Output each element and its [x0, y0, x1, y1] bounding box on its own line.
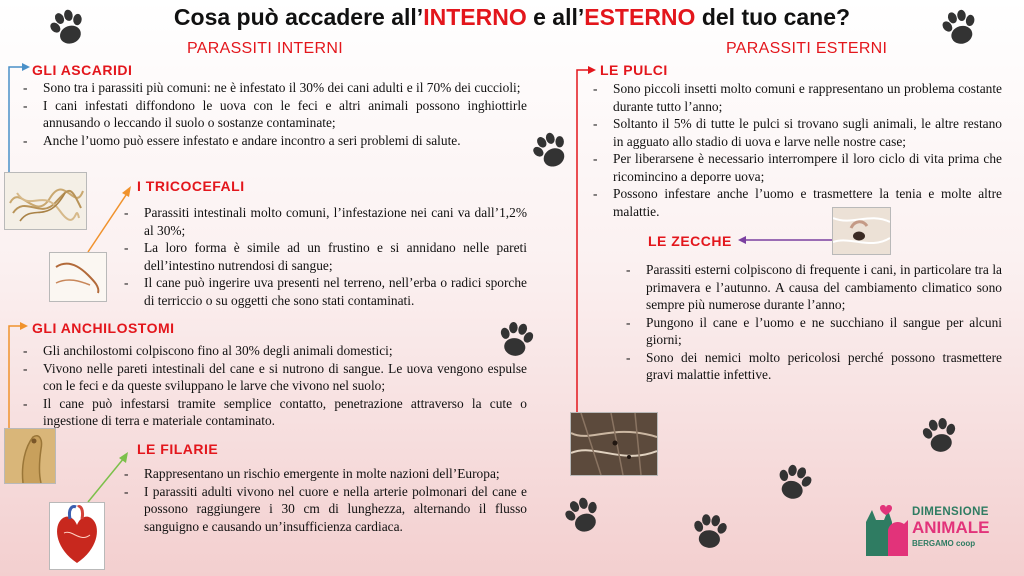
- dimensione-animale-logo: [860, 500, 1000, 560]
- list-filarie: [120, 465, 527, 535]
- list-item: - Il cane può ingerire uva presenti nel terreno, nell’erba o radici sporche di terriccio o su oggetti che sono stati contaminati.: [120, 274, 527, 309]
- list-item: - Vivono nelle pareti intestinali del cane e si nutrono di sangue. Le uova vengono espulse con le feci e da queste sviluppano le larve che vivono nel suolo;: [19, 360, 527, 395]
- filarie-heart-photo: [49, 502, 105, 570]
- page-title: Cosa può accadere all’INTERNO e all’ESTERNO del tuo cane?: [173, 4, 851, 30]
- list-tricocefali: [120, 204, 527, 309]
- list-item: - Sono piccoli insetti molto comuni e rappresentano un problema costante durante tutto l’anno;: [589, 80, 1002, 115]
- list-item: - Soltanto il 5% di tutte le pulci si trovano sugli animali, le altre restano in agguato allo stadio di uova e larve nelle nostre case;: [589, 115, 1002, 150]
- list-item: - Pungono il cane e l’uomo e ne succhiano il sangue per alcuni giorni;: [622, 314, 1002, 349]
- list-pulci: [589, 80, 1002, 220]
- paw-print-icon: [563, 496, 603, 536]
- pulci-fur-photo: [570, 412, 658, 476]
- logo-line2: ANIMALE: [912, 518, 990, 537]
- list-item: - Per liberarsene è necessario interrompere il loro ciclo di vita prima che ricomincino a deporre uova;: [589, 150, 1002, 185]
- list-item: - Gli anchilostomi colpiscono fino al 30% degli animali domestici;: [19, 342, 527, 360]
- zecche-photo: [832, 207, 891, 255]
- paw-print-icon: [774, 463, 814, 503]
- paw-print-icon: [690, 512, 730, 552]
- list-item: - I cani infestati diffondono le uova con le feci e altri animali possono inghiottirle annusando o leccando il suolo o sostanze contaminate;: [19, 97, 527, 132]
- external-heading: PARASSITI ESTERNI: [726, 40, 888, 57]
- tricocefali-photo: [49, 252, 107, 302]
- anchilostomi-photo: [4, 428, 56, 484]
- logo-line1: DIMENSIONE: [912, 506, 989, 518]
- list-item: - Il cane può infestarsi tramite semplice contatto, penetrazione attraverso la cute o ingestione di terra e materiale contaminato.: [19, 395, 527, 430]
- section-title-anchilostomi: GLI ANCHILOSTOMI: [32, 320, 175, 336]
- list-item: - La loro forma è simile ad un frustino e si annidano nelle pareti dell’intestino nutrendosi di sangue;: [120, 239, 527, 274]
- internal-heading: PARASSITI INTERNI: [187, 40, 343, 57]
- list-item: - Sono tra i parassiti più comuni: ne è infestato il 30% dei cani adulti e il 70% dei cuccioli;: [19, 79, 527, 97]
- list-item: - Parassiti intestinali molto comuni, l’infestazione nei cani va dall’1,2% al 30%;: [120, 204, 527, 239]
- title-highlight-interno: INTERNO: [423, 4, 527, 30]
- cat-dog-logo-icon: [860, 502, 910, 558]
- paw-print-icon: [496, 320, 536, 360]
- list-item: - Parassiti esterni colpiscono di frequente i cani, in particolare tra la primavera e l’autunno. A causa del cambiamento climatico sono sempre più numerose durante l’anno;: [622, 261, 1002, 314]
- list-item: - Sono dei nemici molto pericolosi perché possono trasmettere gravi malattie infettive.: [622, 349, 1002, 384]
- section-title-tricocefali: I TRICOCEFALI: [137, 178, 245, 194]
- section-title-ascaridi: GLI ASCARIDI: [32, 62, 133, 78]
- list-item: - Anche l’uomo può essere infestato e andare incontro a seri problemi di salute.: [19, 132, 527, 150]
- section-title-zecche: LE ZECCHE: [648, 233, 732, 249]
- paw-print-icon: [48, 8, 88, 48]
- paw-print-icon: [531, 131, 571, 171]
- list-anchilostomi: [19, 342, 527, 430]
- paw-print-icon: [940, 8, 980, 48]
- section-title-pulci: LE PULCI: [600, 62, 668, 78]
- arrow-filarie: [88, 458, 124, 502]
- title-highlight-esterno: ESTERNO: [584, 4, 696, 30]
- list-item: - I parassiti adulti vivono nel cuore e nella arterie polmonari del cane e possono raggiungere i 30 cm di lunghezza, alternando il flusso sanguigno e causando un’insufficienza cardiaca.: [120, 483, 527, 536]
- arrow-pulci: [577, 70, 588, 412]
- ascaridi-photo: [4, 172, 87, 230]
- list-ascaridi: [19, 79, 527, 149]
- list-item: - Possono infestare anche l’uomo e trasmettere la tenia e molte altre malattie.: [589, 185, 1002, 220]
- paw-print-icon: [920, 416, 960, 456]
- logo-line3: BERGAMO coop: [912, 539, 976, 548]
- section-title-filarie: LE FILARIE: [137, 441, 219, 457]
- list-zecche: [622, 261, 1002, 384]
- list-item: - Rappresentano un rischio emergente in molte nazioni dell’Europa;: [120, 465, 527, 483]
